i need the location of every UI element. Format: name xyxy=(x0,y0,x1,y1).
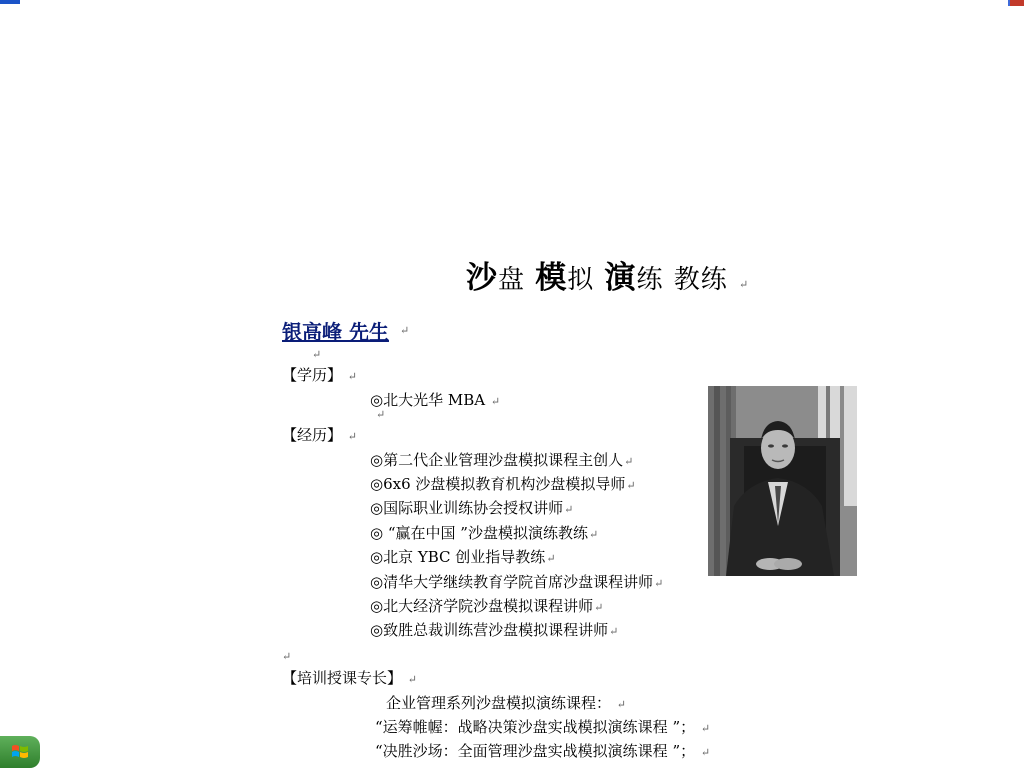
title-char: 练 xyxy=(700,265,728,295)
item-text: 企业管理系列沙盘模拟演练课程： xyxy=(386,694,612,712)
portrait-illustration xyxy=(708,386,857,576)
item-text: ◎ “赢在中国 ”沙盘模拟演练教练 xyxy=(370,524,588,542)
paragraph-mark: ↵ xyxy=(400,324,410,337)
paragraph-mark: ↵ xyxy=(282,650,292,663)
section-heading-training xyxy=(282,668,417,690)
experience-item xyxy=(370,450,633,472)
experience-item xyxy=(370,523,598,545)
paragraph-mark: ↵ xyxy=(609,625,619,638)
title-char: 教 xyxy=(673,265,701,295)
item-text: ◎6x6 沙盘模拟教育机构沙盘模拟导师 xyxy=(370,475,626,493)
paragraph-mark: ↵ xyxy=(700,722,711,735)
item-text: ◎国际职业训练协会授权讲师 xyxy=(370,499,564,517)
experience-item xyxy=(370,498,573,520)
paragraph-mark: ↵ xyxy=(616,698,627,711)
item-text: ◎北大经济学院沙盘模拟课程讲师 xyxy=(370,597,594,615)
item-text: ◎致胜总裁训练营沙盘模拟课程讲师 xyxy=(370,621,609,639)
title-char: 沙 xyxy=(466,260,498,296)
portrait-photo xyxy=(708,386,857,576)
item-text: “运筹帷幄：战略决策沙盘实战模拟演练课程 ”； xyxy=(375,718,696,736)
section-heading-education xyxy=(282,365,357,387)
paragraph-mark: ↵ xyxy=(376,408,386,421)
start-button[interactable] xyxy=(0,736,40,768)
windows-flag-icon xyxy=(11,744,29,760)
title-char: 盘 xyxy=(498,265,526,295)
paragraph-mark: ↵ xyxy=(700,746,711,759)
paragraph-mark: ↵ xyxy=(738,278,750,291)
title-char: 练 xyxy=(636,265,664,295)
experience-item xyxy=(370,620,618,642)
training-item xyxy=(386,693,626,715)
title-char: 模 xyxy=(535,260,568,296)
item-text: “决胜沙场：全面管理沙盘实战模拟演练课程 ”； xyxy=(375,742,696,760)
training-item xyxy=(375,741,710,763)
document-title xyxy=(466,252,749,297)
heading-text: 【学历】 xyxy=(282,366,343,384)
experience-item xyxy=(370,474,636,496)
paragraph-mark: ↵ xyxy=(546,552,556,565)
title-char: 演 xyxy=(604,260,637,296)
education-item xyxy=(370,390,500,412)
paragraph-mark: ↵ xyxy=(490,395,501,408)
paragraph-mark: ↵ xyxy=(624,455,634,468)
paragraph-mark: ↵ xyxy=(564,503,574,516)
paragraph-mark: ↵ xyxy=(407,673,418,686)
paragraph-mark: ↵ xyxy=(654,577,664,590)
paragraph-mark: ↵ xyxy=(626,479,636,492)
experience-item xyxy=(370,547,556,569)
title-char: 拟 xyxy=(567,265,595,295)
heading-text: 【经历】 xyxy=(282,426,343,444)
item-text: ◎清华大学继续教育学院首席沙盘课程讲师 xyxy=(370,573,654,591)
item-text: ◎北大光华 MBA xyxy=(370,391,486,409)
paragraph-mark: ↵ xyxy=(347,370,358,383)
training-item xyxy=(375,717,710,739)
item-text: ◎第二代企业管理沙盘模拟课程主创人 xyxy=(370,451,624,469)
paragraph-mark: ↵ xyxy=(588,528,599,541)
paragraph-mark: ↵ xyxy=(594,601,604,614)
experience-item xyxy=(370,572,663,594)
item-text: ◎北京 YBC 创业指导教练 xyxy=(370,548,546,566)
person-name: 银高峰 先生 xyxy=(282,320,389,344)
paragraph-mark: ↵ xyxy=(347,430,358,443)
corner-indicator-left xyxy=(0,0,20,4)
section-heading-experience xyxy=(282,425,357,447)
experience-item xyxy=(370,596,603,618)
heading-text: 【培训授课专长】 xyxy=(282,669,403,687)
corner-indicator-right xyxy=(1008,0,1024,6)
paragraph-mark: ↵ xyxy=(312,348,322,361)
